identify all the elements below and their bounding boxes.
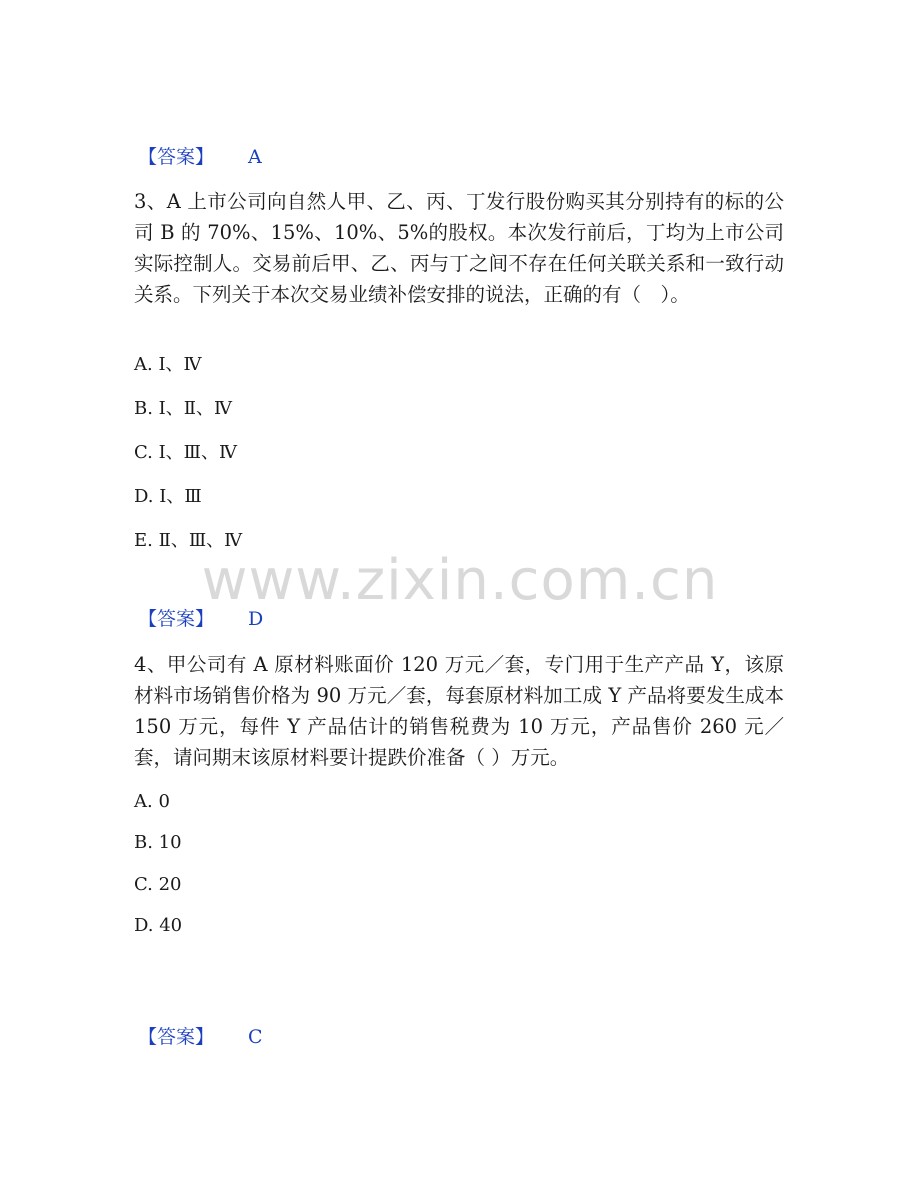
answer-value: C [248, 1026, 263, 1048]
question-3-option-a: A. Ⅰ、Ⅳ [134, 354, 202, 375]
question-4-text: 4、甲公司有 A 原材料账面价 120 万元／套，专门用于生产产品 Y，该原材料市场销售价格为 90 万元／套，每套原材料加工成 Y 产品将要发生成本 150 万元，每件 Y 产品估计的销售税费为 10 万元，产品售价 260 元／套，请问期末该原材料要计提跌价准备（ ）万元。 [134, 653, 784, 769]
answer-value: A [248, 146, 262, 168]
answer-label: 【答案】 [138, 608, 215, 630]
question-4-option-c: C. 20 [134, 874, 182, 895]
question-3-option-e: E. Ⅱ、Ⅲ、Ⅳ [134, 530, 243, 551]
answer-label: 【答案】 [138, 1026, 215, 1048]
question-3-text: 3、A 上市公司向自然人甲、乙、丙、丁发行股份购买其分别持有的标的公司 B 的 70%、15%、10%、5%的股权。本次发行前后，丁均为上市公司实际控制人。交易前后甲、乙、丙与丁之间不存在任何关联关系和一致行动关系。下列关于本次交易业绩补偿安排的说法，正确的有（ ）。 [134, 190, 784, 306]
question-3-option-d: D. Ⅰ、Ⅲ [134, 486, 202, 507]
answer-line-1 [138, 144, 262, 170]
question-4-option-b: B. 10 [134, 832, 182, 853]
question-4-option-a: A. 0 [134, 791, 170, 812]
question-3-option-c: C. Ⅰ、Ⅲ、Ⅳ [134, 442, 238, 463]
question-4-option-d: D. 40 [134, 915, 183, 936]
answer-line-2 [138, 606, 263, 632]
question-3-option-b: B. Ⅰ、Ⅱ、Ⅳ [134, 398, 232, 419]
answer-label: 【答案】 [138, 146, 215, 168]
answer-value: D [248, 608, 264, 630]
answer-line-3 [138, 1024, 263, 1050]
watermark: www.zixin.com.cn [201, 548, 719, 613]
